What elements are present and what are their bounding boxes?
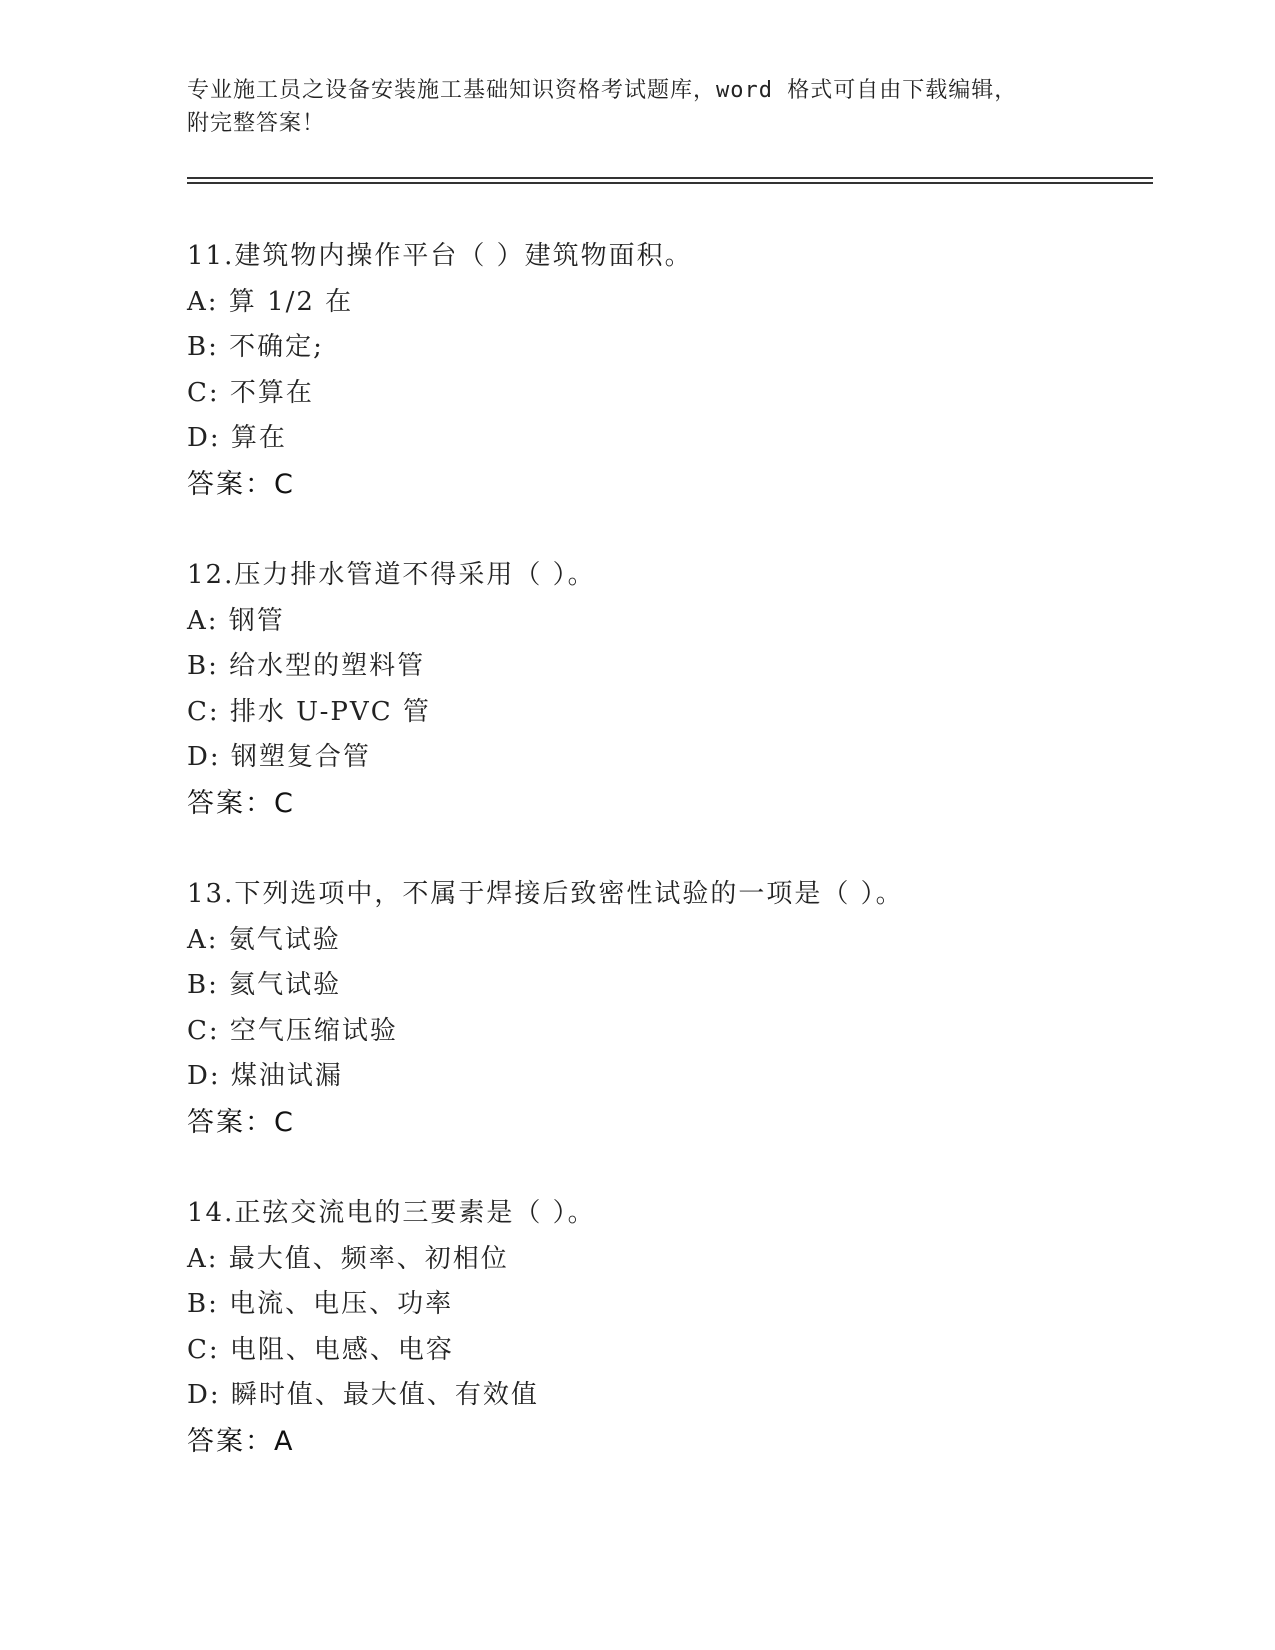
header-divider-top xyxy=(187,177,1153,179)
answer: 答案：A xyxy=(187,1425,295,1457)
option-b: B: 电流、电压、功率 xyxy=(187,1289,454,1319)
option-d: D: 煤油试漏 xyxy=(187,1061,343,1091)
question-14 xyxy=(187,1191,1147,1464)
option-a: A: 钢管 xyxy=(187,605,285,636)
answer: 答案：C xyxy=(187,468,295,500)
header-line-2: 附完整答案！ xyxy=(187,111,326,136)
question-13 xyxy=(187,872,1147,1145)
document-header xyxy=(187,74,1087,140)
option-b: B: 氦气试验 xyxy=(187,970,342,1000)
option-c: C: 不算在 xyxy=(187,377,314,408)
option-d: D: 钢塑复合管 xyxy=(187,742,371,772)
question-11 xyxy=(187,234,1147,507)
answer: 答案：C xyxy=(187,1106,295,1138)
option-a: A: 算 1/2 在 xyxy=(187,286,354,317)
option-a: A: 最大值、频率、初相位 xyxy=(187,1243,509,1274)
header-line-1: 专业施工员之设备安装施工基础知识资格考试题库，word 格式可自由下载编辑， xyxy=(187,78,1018,103)
option-b: B: 不确定; xyxy=(187,332,324,362)
option-b: B: 给水型的塑料管 xyxy=(187,651,426,681)
option-c: C: 电阻、电感、电容 xyxy=(187,1334,454,1365)
question-stem: 13.下列选项中，不属于焊接后致密性试验的一项是（ ）。 xyxy=(187,879,904,909)
option-a: A: 氨气试验 xyxy=(187,924,341,955)
option-d: D: 算在 xyxy=(187,423,287,453)
option-c: C: 空气压缩试验 xyxy=(187,1015,398,1046)
answer: 答案：C xyxy=(187,787,295,819)
header-divider-bottom xyxy=(187,182,1153,184)
option-c: C: 排水 U-PVC 管 xyxy=(187,696,431,727)
question-12 xyxy=(187,553,1147,826)
question-stem: 14.正弦交流电的三要素是（ ）。 xyxy=(187,1198,596,1228)
question-stem: 11.建筑物内操作平台（ ）建筑物面积。 xyxy=(187,241,693,271)
question-stem: 12.压力排水管道不得采用（ ）。 xyxy=(187,560,596,590)
option-d: D: 瞬时值、最大值、有效值 xyxy=(187,1380,539,1410)
